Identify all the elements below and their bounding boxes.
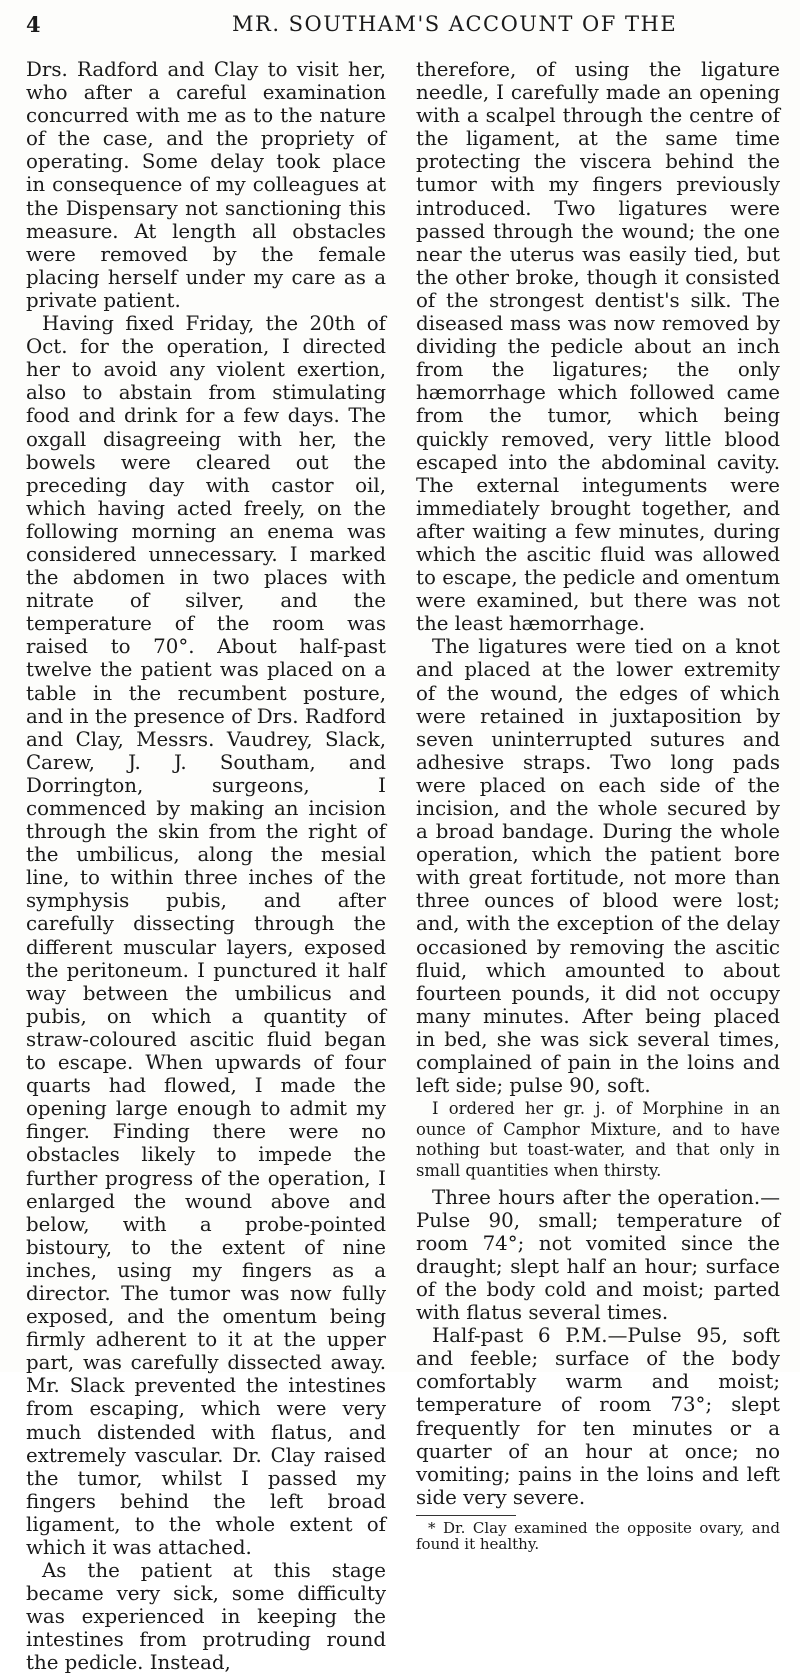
paragraph: The ligatures were tied on a knot and placed at the lower extremity of the wound, the edges of which were retained in juxtaposition by seven uninterrupted sutures and adhesive straps. Two long pads were placed on each side of the incision, and the whole secured by a broad bandage. During the whole operation, which the patient bore with great fortitude, not more than three ounces of blood were lost; and, with the exception of the delay occasioned by removing the ascitic fluid, which amounted to about fourteen pounds, it did not occupy many minutes. After being placed in bed, she was sick several times, complained of pain in the loins and left side; pulse 90, soft. — [416, 635, 780, 1098]
paragraph: therefore, of using the ligature needle, I carefully made an opening with a scalpel through the centre of the ligament, at the same time protecting the viscera behind the tumor with my fingers previously introduced. Two ligatures were passed through the wound; the one near the uterus was easily tied, but the other broke, though it consisted of the strongest dentist's silk. The diseased mass was now removed by dividing the pedicle about an inch from the ligatures; the only hæmorrhage which followed came from the tumor, which being quickly removed, very little blood escaped into the abdominal cavity. The external integuments were immediately brought together, and after waiting a few minutes, during which the ascitic fluid was allowed to escape, the pedicle and omentum were examined, but there was not the least hæmorrhage. — [416, 58, 780, 636]
page-number: 4 — [26, 12, 41, 37]
paragraph: Drs. Radford and Clay to visit her, who after a careful examination concurred with me as to the nature of the case, and the propriety of operating. Some delay took place in consequence of my colleagues at the Dispensary not sanctioning this measure. At length all obstacles were removed by the female placing herself under my care as a private patient. — [26, 58, 386, 312]
paragraph: Having fixed Friday, the 20th of Oct. for the operation, I directed her to avoid any violent exertion, also to abstain from stimulating food and drink for a few days. The oxgall disagreeing with her, the bowels were cleared out the preceding day with castor oil, which having acted freely, on the following morning an enema was considered unnecessary. I marked the abdomen in two places with nitrate of silver, and the temperature of the room was raised to 70°. About half-past twelve the patient was placed on a table in the recumbent posture, and in the presence of Drs. Radford and Clay, Messrs. Vaudrey, Slack, Carew, J. J. Southam, and Dorrington, surgeons, I commenced by making an incision through the skin from the right of the umbilicus, along the mesial line, to within three inches of the symphysis pubis, and after carefully dissecting through the different muscular layers, exposed the peritoneum. I punctured it half way between the umbilicus and pubis, on which a quantity of straw-coloured ascitic fluid began to escape. When upwards of four quarts had flowed, I made the opening large enough to admit my finger. Finding there were no obstacles likely to impede the further progress of the operation, I enlarged the wound above and below, with a probe-pointed bistoury, to the extent of nine inches, using my fingers as a director. The tumor was now fully exposed, and the omentum being firmly adherent to it at the upper part, was carefully dissected away. Mr. Slack prevented the intestines from escaping, which were very much distended with flatus, and extremely vascular. Dr. Clay raised the tumor, whilst I passed my fingers behind the left broad ligament, to the whole extent of which it was attached. — [26, 312, 386, 1559]
running-title: MR. SOUTHAM'S ACCOUNT OF THE — [232, 12, 678, 36]
right-column — [416, 58, 780, 1552]
case-note: Half-past 6 P.M.—Pulse 95, soft and feeble; surface of the body comfortably warm and moist; temperature of room 73°; slept frequently for ten minutes or a quarter of an hour at once; no vomiting; pains in the loins and left side very severe. — [416, 1324, 780, 1509]
paragraph: As the patient at this stage became very sick, some difficulty was experienced in keeping the intestines from protruding round the pedicle. Instead, — [26, 1559, 386, 1675]
footnote-divider — [416, 1515, 516, 1516]
case-note: Three hours after the operation.—Pulse 90, small; temperature of room 74°; not vomited since the draught; slept half an hour; surface of the body cold and moist; parted with flatus several times. — [416, 1185, 780, 1325]
page-header — [0, 12, 800, 42]
left-column — [26, 58, 386, 1675]
prescription-note: I ordered her gr. j. of Morphine in an ounce of Camphor Mixture, and to have nothing but toast-water, and that only in small quantities when thirsty. — [416, 1099, 780, 1180]
footnote: * Dr. Clay examined the opposite ovary, and found it healthy. — [416, 1518, 780, 1553]
